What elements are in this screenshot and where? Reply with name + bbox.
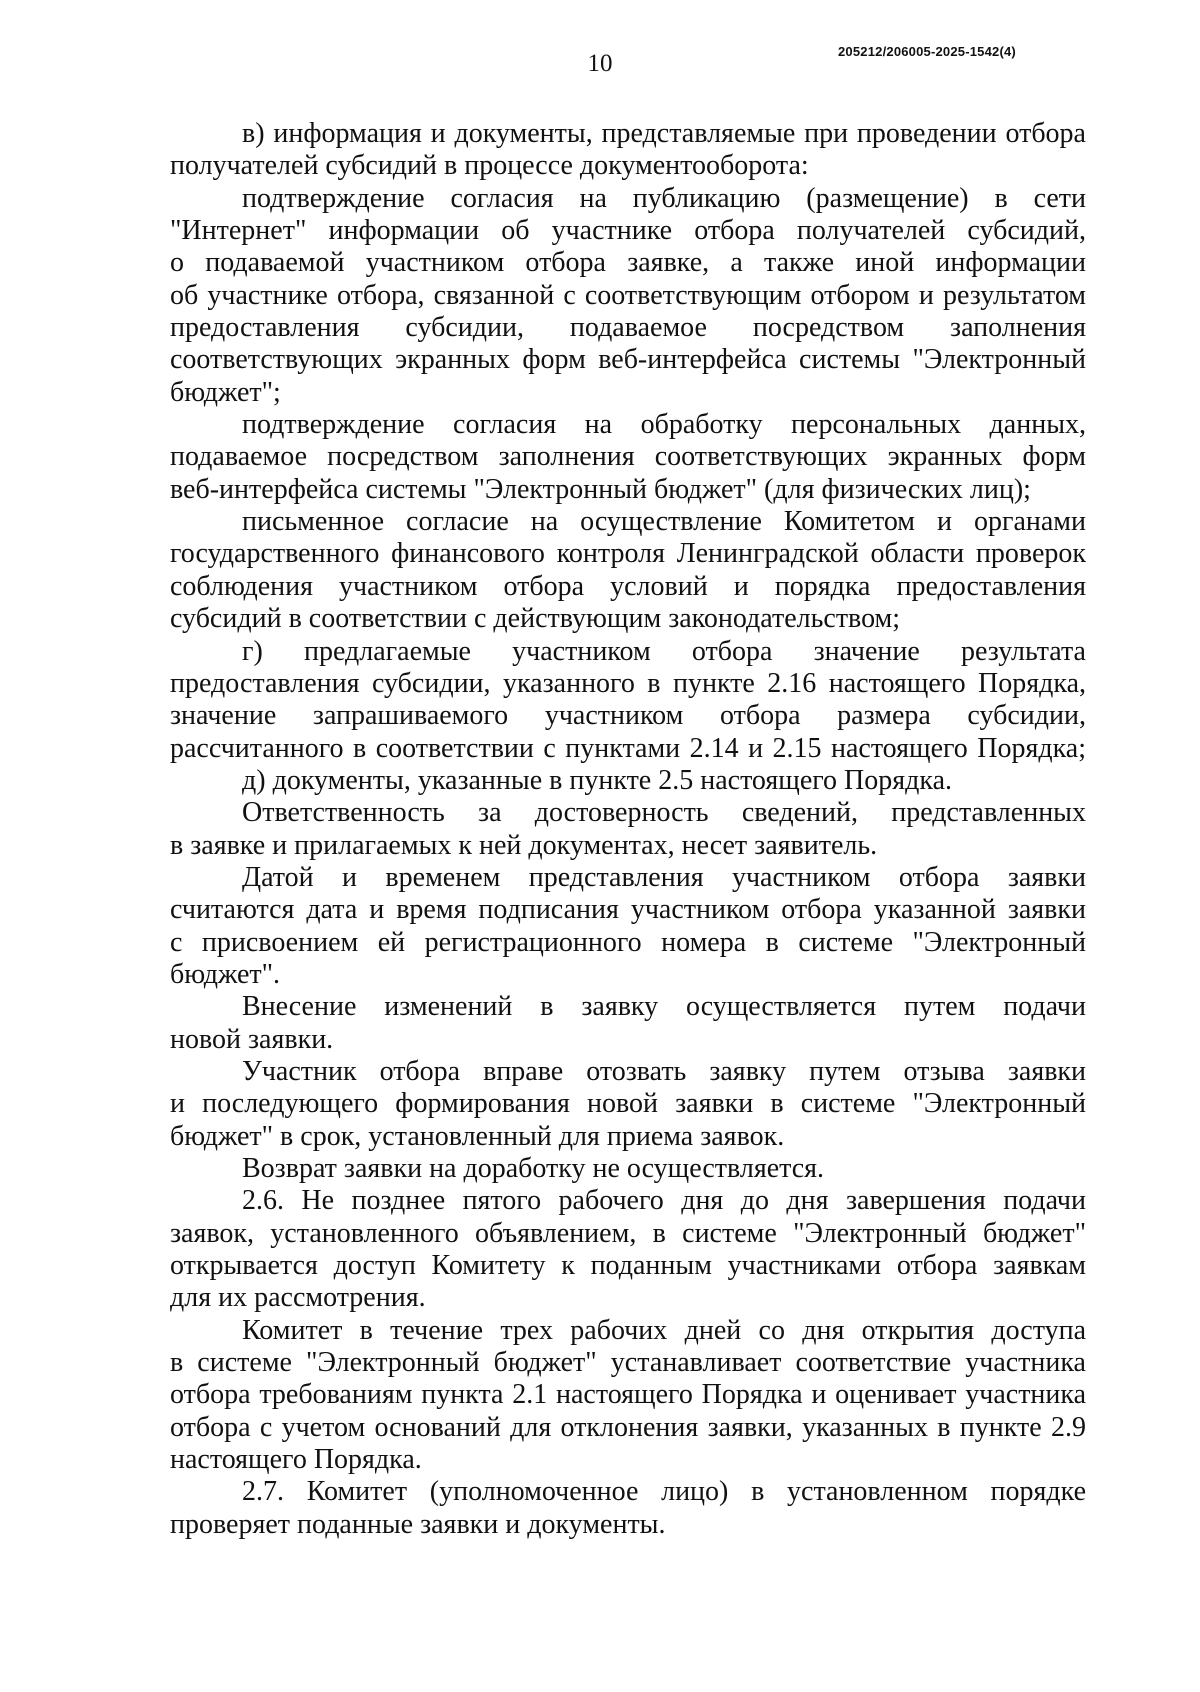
text-line: письменное согласие на осуществление Комитетом и органами <box>242 506 1086 538</box>
text-line: открывается доступ Комитету к поданным участниками отбора заявкам <box>170 1250 1086 1282</box>
document-id: 205212/206005-2025-1542(4) <box>838 44 1016 59</box>
text-line: подаваемое посредством заполнения соответствующих экранных форм <box>170 441 1086 473</box>
text-line: об участнике отбора, связанной с соответствующим отбором и результатом <box>170 279 1086 311</box>
text-line: проверяет поданные заявки и документы. <box>170 1508 666 1540</box>
text-line: о подаваемой участником отбора заявке, а также иной информации <box>170 247 1086 279</box>
document-body <box>170 118 1086 1541</box>
text-line: в заявке и прилагаемых к ней документах, несет заявитель. <box>170 829 878 861</box>
text-line: Внесение изменений в заявку осуществляется путем подачи <box>242 991 1086 1023</box>
text-line: Возврат заявки на доработку не осуществляется. <box>242 1153 825 1184</box>
text-line: новой заявки. <box>170 1023 334 1055</box>
text-line: Комитет в течение трех рабочих дней со дня открытия доступа <box>242 1314 1086 1346</box>
text-line: Участник отбора вправе отозвать заявку путем отзыва заявки <box>242 1055 1086 1087</box>
text-line: веб-интерфейса системы "Электронный бюджет" (для физических лиц); <box>170 473 1031 505</box>
text-line: 2.6. Не позднее пятого рабочего дня до дня завершения подачи <box>242 1185 1086 1217</box>
text-line: считаются дата и время подписания участником отбора указанной заявки <box>170 894 1086 926</box>
text-line: государственного финансового контроля Ленинградской области проверок <box>170 538 1086 570</box>
text-line: в системе "Электронный бюджет" устанавливает соответствие участника <box>170 1347 1086 1379</box>
text-line: отбора с учетом оснований для отклонения заявки, указанных в пункте 2.9 <box>170 1411 1086 1443</box>
text-line: настоящего Порядка. <box>170 1444 422 1476</box>
text-line: в) информация и документы, представляемые при проведении отбора <box>242 118 1086 149</box>
text-line: заявок, установленного объявлением, в системе "Электронный бюджет" <box>170 1217 1086 1249</box>
text-line: подтверждение согласия на обработку персональных данных, <box>242 409 1086 441</box>
text-line: бюджет". <box>170 958 281 990</box>
text-line: подтверждение согласия на публикацию (размещение) в сети <box>242 182 1086 214</box>
text-line: 2.7. Комитет (уполномоченное лицо) в установленном порядке <box>242 1476 1086 1508</box>
page-number: 10 <box>587 50 613 77</box>
text-line: бюджет"; <box>170 376 281 408</box>
text-line: с присвоением ей регистрационного номера в системе "Электронный <box>170 926 1086 958</box>
text-line: субсидий в соответствии с действующим законодательством; <box>170 603 901 635</box>
text-line: рассчитанного в соответствии с пунктами 2.14 и 2.15 настоящего Порядка; <box>170 732 1086 764</box>
text-line: Датой и временем представления участником отбора заявки <box>242 861 1086 893</box>
text-line: Ответственность за достоверность сведений, представленных <box>242 797 1086 829</box>
text-line: соответствующих экранных форм веб-интерфейса системы "Электронный <box>170 344 1086 376</box>
text-line: отбора требованиям пункта 2.1 настоящего Порядка и оценивает участника <box>170 1379 1086 1411</box>
text-line: предоставления субсидии, указанного в пункте 2.16 настоящего Порядка, <box>170 667 1086 699</box>
text-line: предоставления субсидии, подаваемое посредством заполнения <box>170 312 1086 344</box>
text-line: соблюдения участником отбора условий и порядка предоставления <box>170 570 1086 602</box>
text-line: получателей субсидий в процессе документооборота: <box>170 150 809 182</box>
text-line: для их рассмотрения. <box>170 1282 426 1314</box>
text-line: и последующего формирования новой заявки в системе "Электронный <box>170 1088 1086 1120</box>
text-line: "Интернет" информации об участнике отбора получателей субсидий, <box>170 215 1086 247</box>
text-line: г) предлагаемые участником отбора значение результата <box>242 635 1086 667</box>
text-line: значение запрашиваемого участником отбора размера субсидии, <box>170 700 1086 732</box>
text-line: д) документы, указанные в пункте 2.5 настоящего Порядка. <box>242 764 953 796</box>
text-line: бюджет" в срок, установленный для приема заявок. <box>170 1120 785 1152</box>
